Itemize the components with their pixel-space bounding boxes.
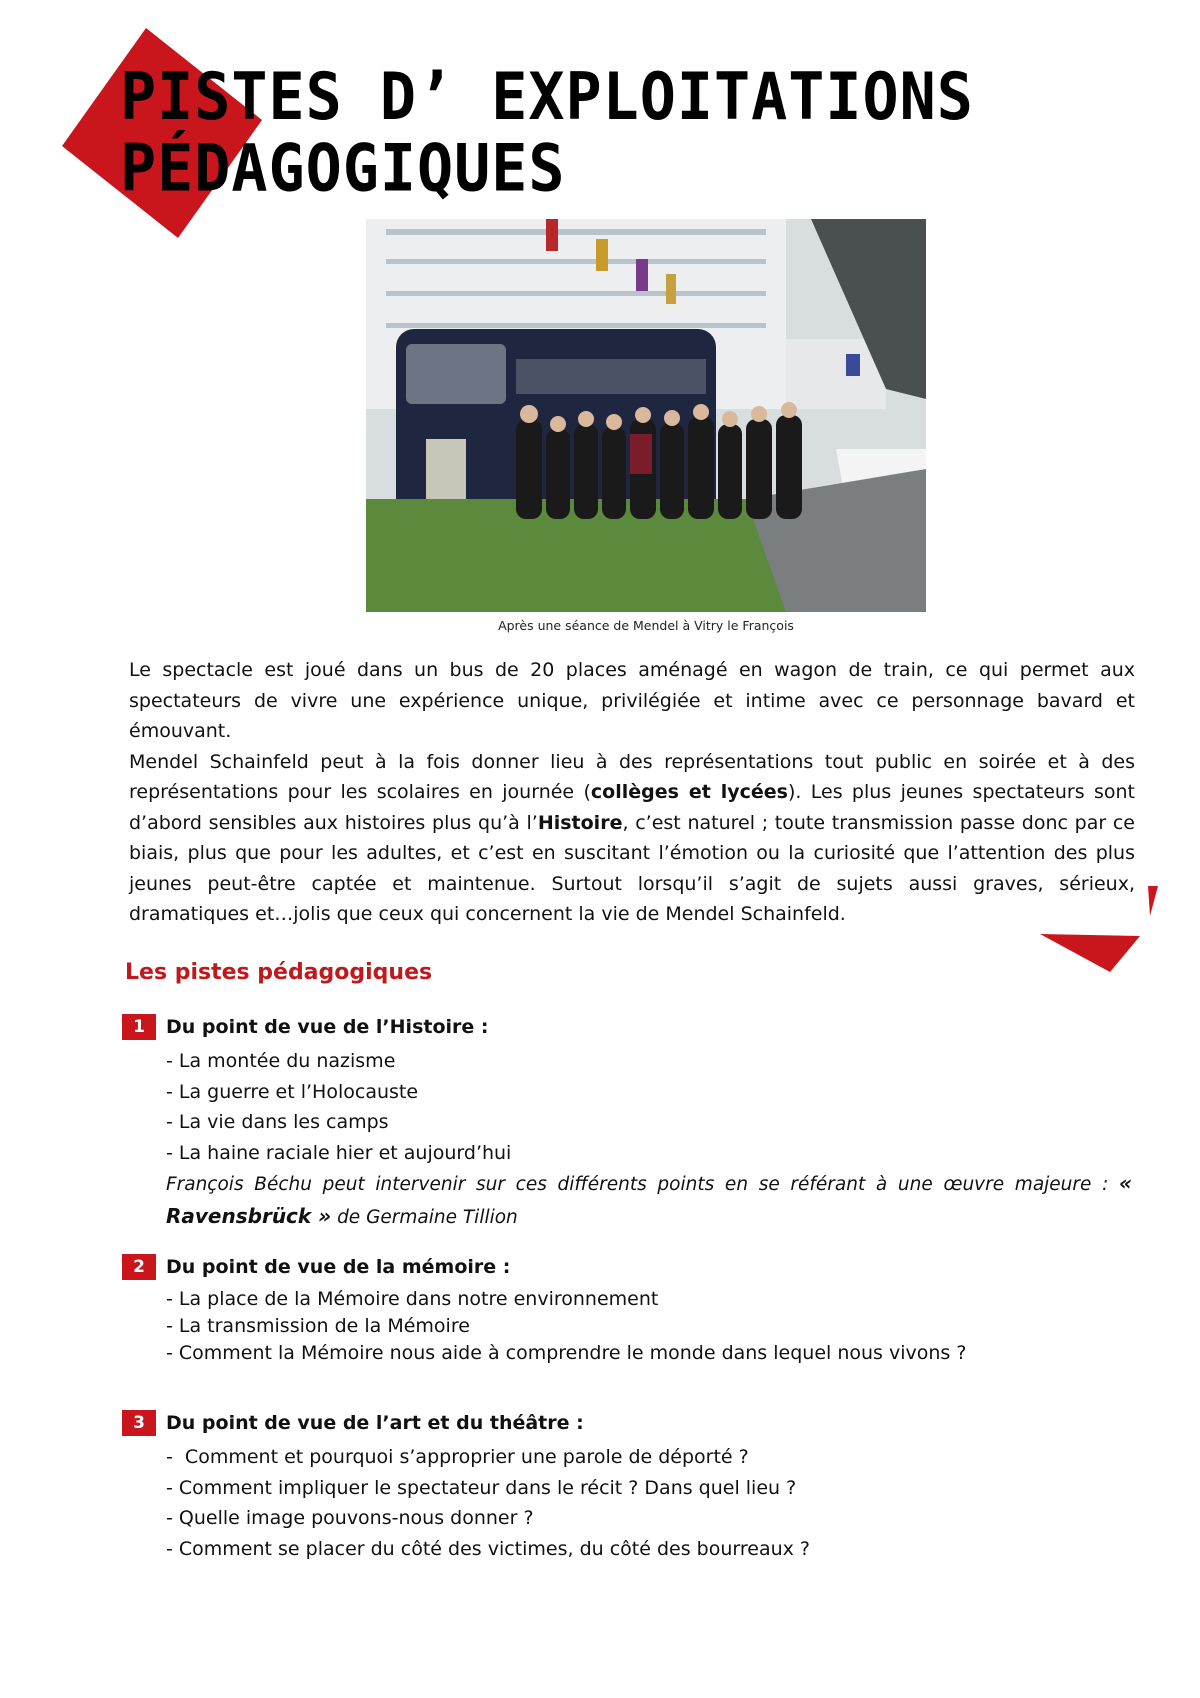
list-item: - Comment la Mémoire nous aide à comprendre le monde dans lequel nous vivons ?	[166, 1342, 967, 1364]
photo-caption: Après une séance de Mendel à Vitry le François	[498, 618, 794, 633]
intro-text	[129, 655, 1135, 930]
intro-p2-text-1: Mendel Schainfeld peut à la fois donner lieu à des représentations tout public en soirée et à des représentations pour les scolaires en journée (	[129, 750, 1135, 803]
list-item: - La guerre et l’Holocauste	[166, 1080, 419, 1103]
number-badge: 1	[122, 1014, 156, 1040]
title-line-2: PÉDAGOGIQUES	[120, 131, 566, 207]
list-item: - La vie dans les camps	[166, 1111, 389, 1133]
intro-p2-text-2: ). Les plus jeunes spectateurs sont d’abord sensibles aux histoires plus qu’à l’	[129, 781, 1135, 834]
point-note	[122, 1168, 1132, 1233]
point-history	[122, 1016, 1132, 1233]
number-badge: 2	[122, 1254, 156, 1280]
list-item: - Comment impliquer le spectateur dans le récit ? Dans quel lieu ?	[166, 1476, 797, 1499]
list-item: - Quelle image pouvons-nous donner ?	[166, 1507, 534, 1529]
note-text: François Béchu peut intervenir sur ces différents points en se référant à une œuvre majeure :	[166, 1174, 1119, 1195]
list-item: - La transmission de la Mémoire	[166, 1315, 470, 1337]
title-line-1: PISTES D’ EXPLOITATIONS	[120, 59, 974, 136]
point-list	[122, 1442, 1132, 1564]
intro-p2-bold-histoire: Histoire	[537, 811, 623, 834]
point-title: Du point de vue de l’Histoire :	[166, 1016, 489, 1038]
intro-paragraph-1: Le spectacle est joué dans un bus de 20 places aménagé en wagon de train, ce qui permet aux spectateurs de vivre une expérience unique, privilégiée et intime avec ce personnage bavard et émouvant.	[129, 659, 1135, 742]
list-item: - Comment se placer du côté des victimes, du côté des bourreaux ?	[166, 1537, 810, 1560]
point-list	[122, 1046, 1132, 1168]
note-work-title: « Ravensbrück »	[166, 1171, 1132, 1228]
page-title	[120, 59, 974, 207]
point-art-theatre	[122, 1412, 1132, 1564]
point-memory	[122, 1256, 1132, 1367]
section-title: Les pistes pédagogiques	[125, 960, 433, 985]
point-header	[122, 1256, 1132, 1286]
list-item: - La haine raciale hier et aujourd’hui	[166, 1141, 512, 1164]
point-header	[122, 1016, 1132, 1046]
intro-p2-text-3: , c’est naturel ; toute transmission passe donc par ce biais, plus que pour les adultes, et c’est en suscitant l’émotion ou la curiosité que l’attention des plus jeunes peut-être captée et maintenue. Surtout lorsqu’il s’agit de sujets aussi graves, sérieux, dramatiques et…jolis que ceux qui concernent la vie de Mendel Schainfeld.	[129, 811, 1135, 925]
list-item: - La place de la Mémoire dans notre environnement	[166, 1288, 659, 1310]
point-header	[122, 1412, 1132, 1442]
point-title: Du point de vue de l’art et du théâtre :	[166, 1412, 584, 1434]
list-item: - La montée du nazisme	[166, 1050, 396, 1072]
note-author: de Germaine Tillion	[331, 1206, 518, 1228]
point-list	[122, 1286, 1132, 1367]
group-photo	[366, 219, 926, 612]
intro-p2-bold-colleges: collèges et lycées	[590, 781, 788, 803]
number-badge: 3	[122, 1410, 156, 1436]
intro-paragraph-2	[129, 747, 1135, 930]
list-item: - Comment et pourquoi s’approprier une parole de déporté ?	[166, 1446, 749, 1468]
red-triangle-decoration	[1040, 886, 1170, 972]
point-title: Du point de vue de la mémoire :	[166, 1256, 511, 1278]
